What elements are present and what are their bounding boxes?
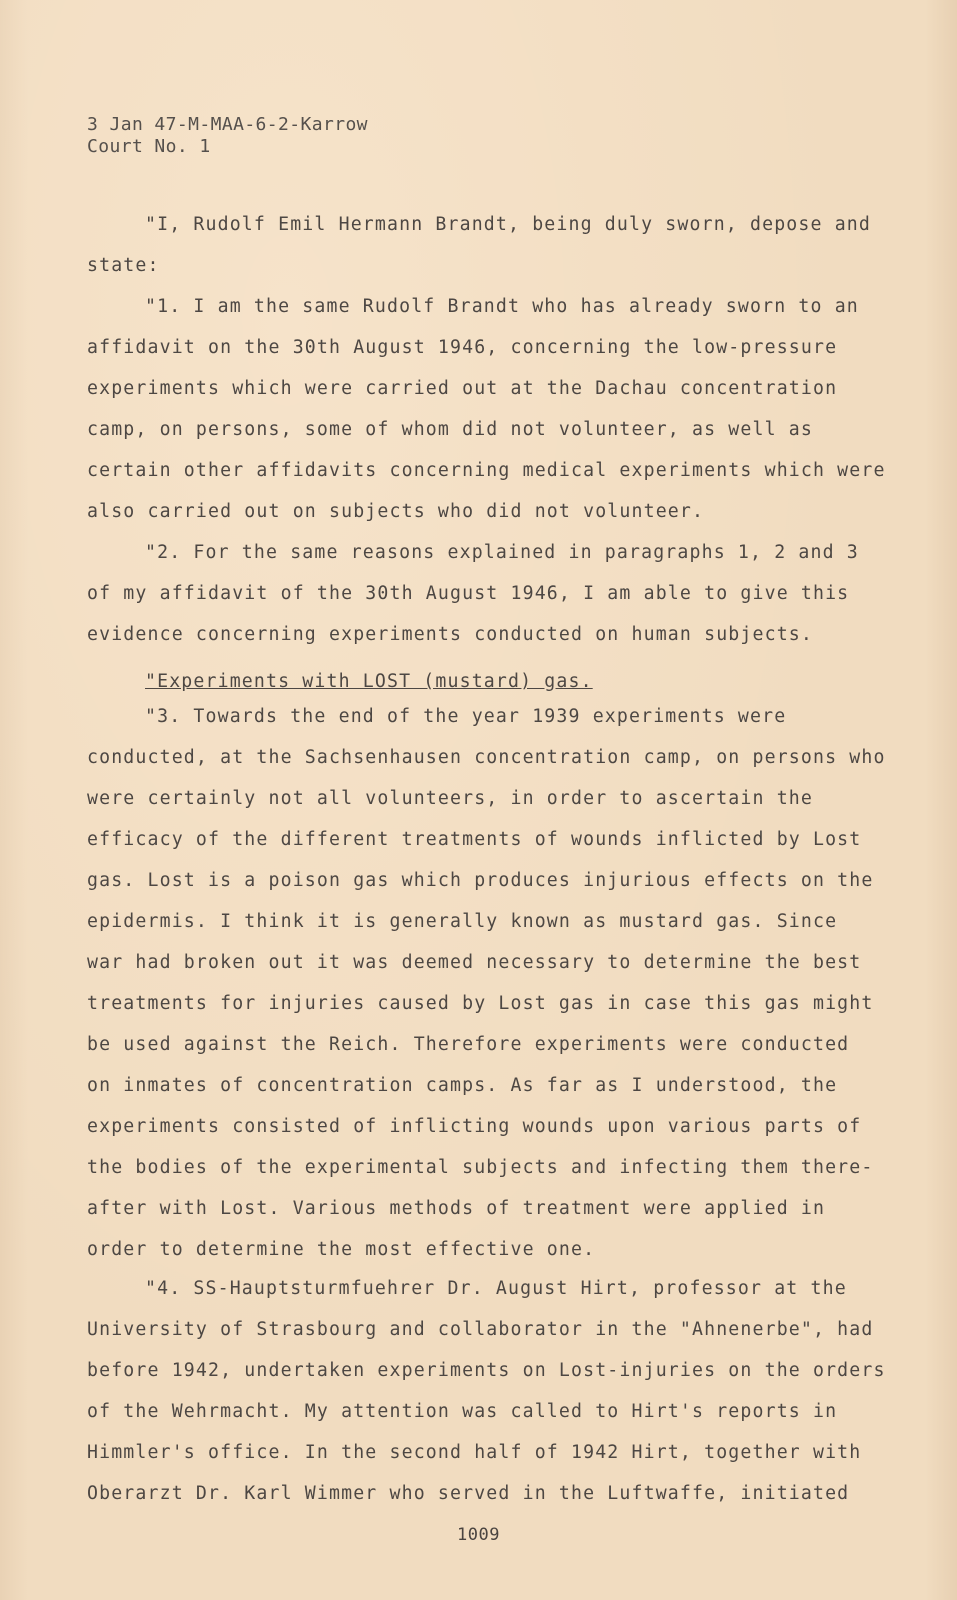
header-reference: 3 Jan 47-M-MAA-6-2-Karrow [87, 114, 368, 135]
text-line: experiments consisted of inflicting wounds upon various parts of [87, 1116, 862, 1137]
text-line: war had broken out it was deemed necessary to determine the best [87, 952, 862, 973]
header-court: Court No. 1 [87, 136, 211, 157]
text-line: state: [87, 255, 160, 276]
text-line: before 1942, undertaken experiments on Lost-injuries on the orders [87, 1360, 886, 1381]
intro-paragraph [87, 204, 892, 286]
text-line: also carried out on subjects who did not volunteer. [87, 501, 705, 522]
text-line: "1. I am the same Rudolf Brandt who has already sworn to an [145, 296, 859, 317]
text-line: were certainly not all volunteers, in order to ascertain the [87, 788, 813, 809]
text-line: University of Strasbourg and collaborator in the "Ahnenerbe", had [87, 1319, 874, 1340]
text-line: "4. SS-Hauptsturmfuehrer Dr. August Hirt, professor at the [145, 1278, 847, 1299]
text-line: efficacy of the different treatments of wounds inflicted by Lost [87, 829, 862, 850]
paragraph-2 [87, 532, 892, 655]
text-line: affidavit on the 30th August 1946, concerning the low-pressure [87, 337, 838, 358]
page-number: 1009 [457, 1525, 500, 1545]
text-line: gas. Lost is a poison gas which produces injurious effects on the [87, 870, 874, 891]
text-line: of my affidavit of the 30th August 1946, I am able to give this [87, 583, 850, 604]
document-header [87, 114, 368, 158]
paragraph-1 [87, 286, 892, 532]
text-line: after with Lost. Various methods of treatment were applied in [87, 1198, 826, 1219]
text-line: evidence concerning experiments conducted on human subjects. [87, 624, 813, 645]
text-line: Oberarzt Dr. Karl Wimmer who served in the Luftwaffe, initiated [87, 1483, 850, 1504]
text-line: camp, on persons, some of whom did not volunteer, as well as [87, 419, 813, 440]
text-line: certain other affidavits concerning medical experiments which were [87, 460, 886, 481]
paragraph-3 [87, 696, 892, 1270]
text-line: on inmates of concentration camps. As far as I understood, the [87, 1075, 838, 1096]
text-line: be used against the Reich. Therefore experiments were conducted [87, 1034, 850, 1055]
text-line: experiments which were carried out at the Dachau concentration [87, 378, 838, 399]
text-line: the bodies of the experimental subjects and infecting them there- [87, 1157, 874, 1178]
text-line: Himmler's office. In the second half of 1942 Hirt, together with [87, 1442, 862, 1463]
text-line: "2. For the same reasons explained in paragraphs 1, 2 and 3 [145, 542, 859, 563]
text-line: order to determine the most effective one. [87, 1239, 596, 1260]
section-heading: "Experiments with LOST (mustard) gas. [145, 671, 593, 692]
text-line: "3. Towards the end of the year 1939 experiments were [145, 706, 787, 727]
text-line: "I, Rudolf Emil Hermann Brandt, being duly sworn, depose and [145, 214, 871, 235]
text-line: epidermis. I think it is generally known as mustard gas. Since [87, 911, 838, 932]
paragraph-4 [87, 1268, 892, 1514]
text-line: of the Wehrmacht. My attention was called to Hirt's reports in [87, 1401, 838, 1422]
text-line: treatments for injuries caused by Lost gas in case this gas might [87, 993, 874, 1014]
text-line: conducted, at the Sachsenhausen concentration camp, on persons who [87, 747, 886, 768]
